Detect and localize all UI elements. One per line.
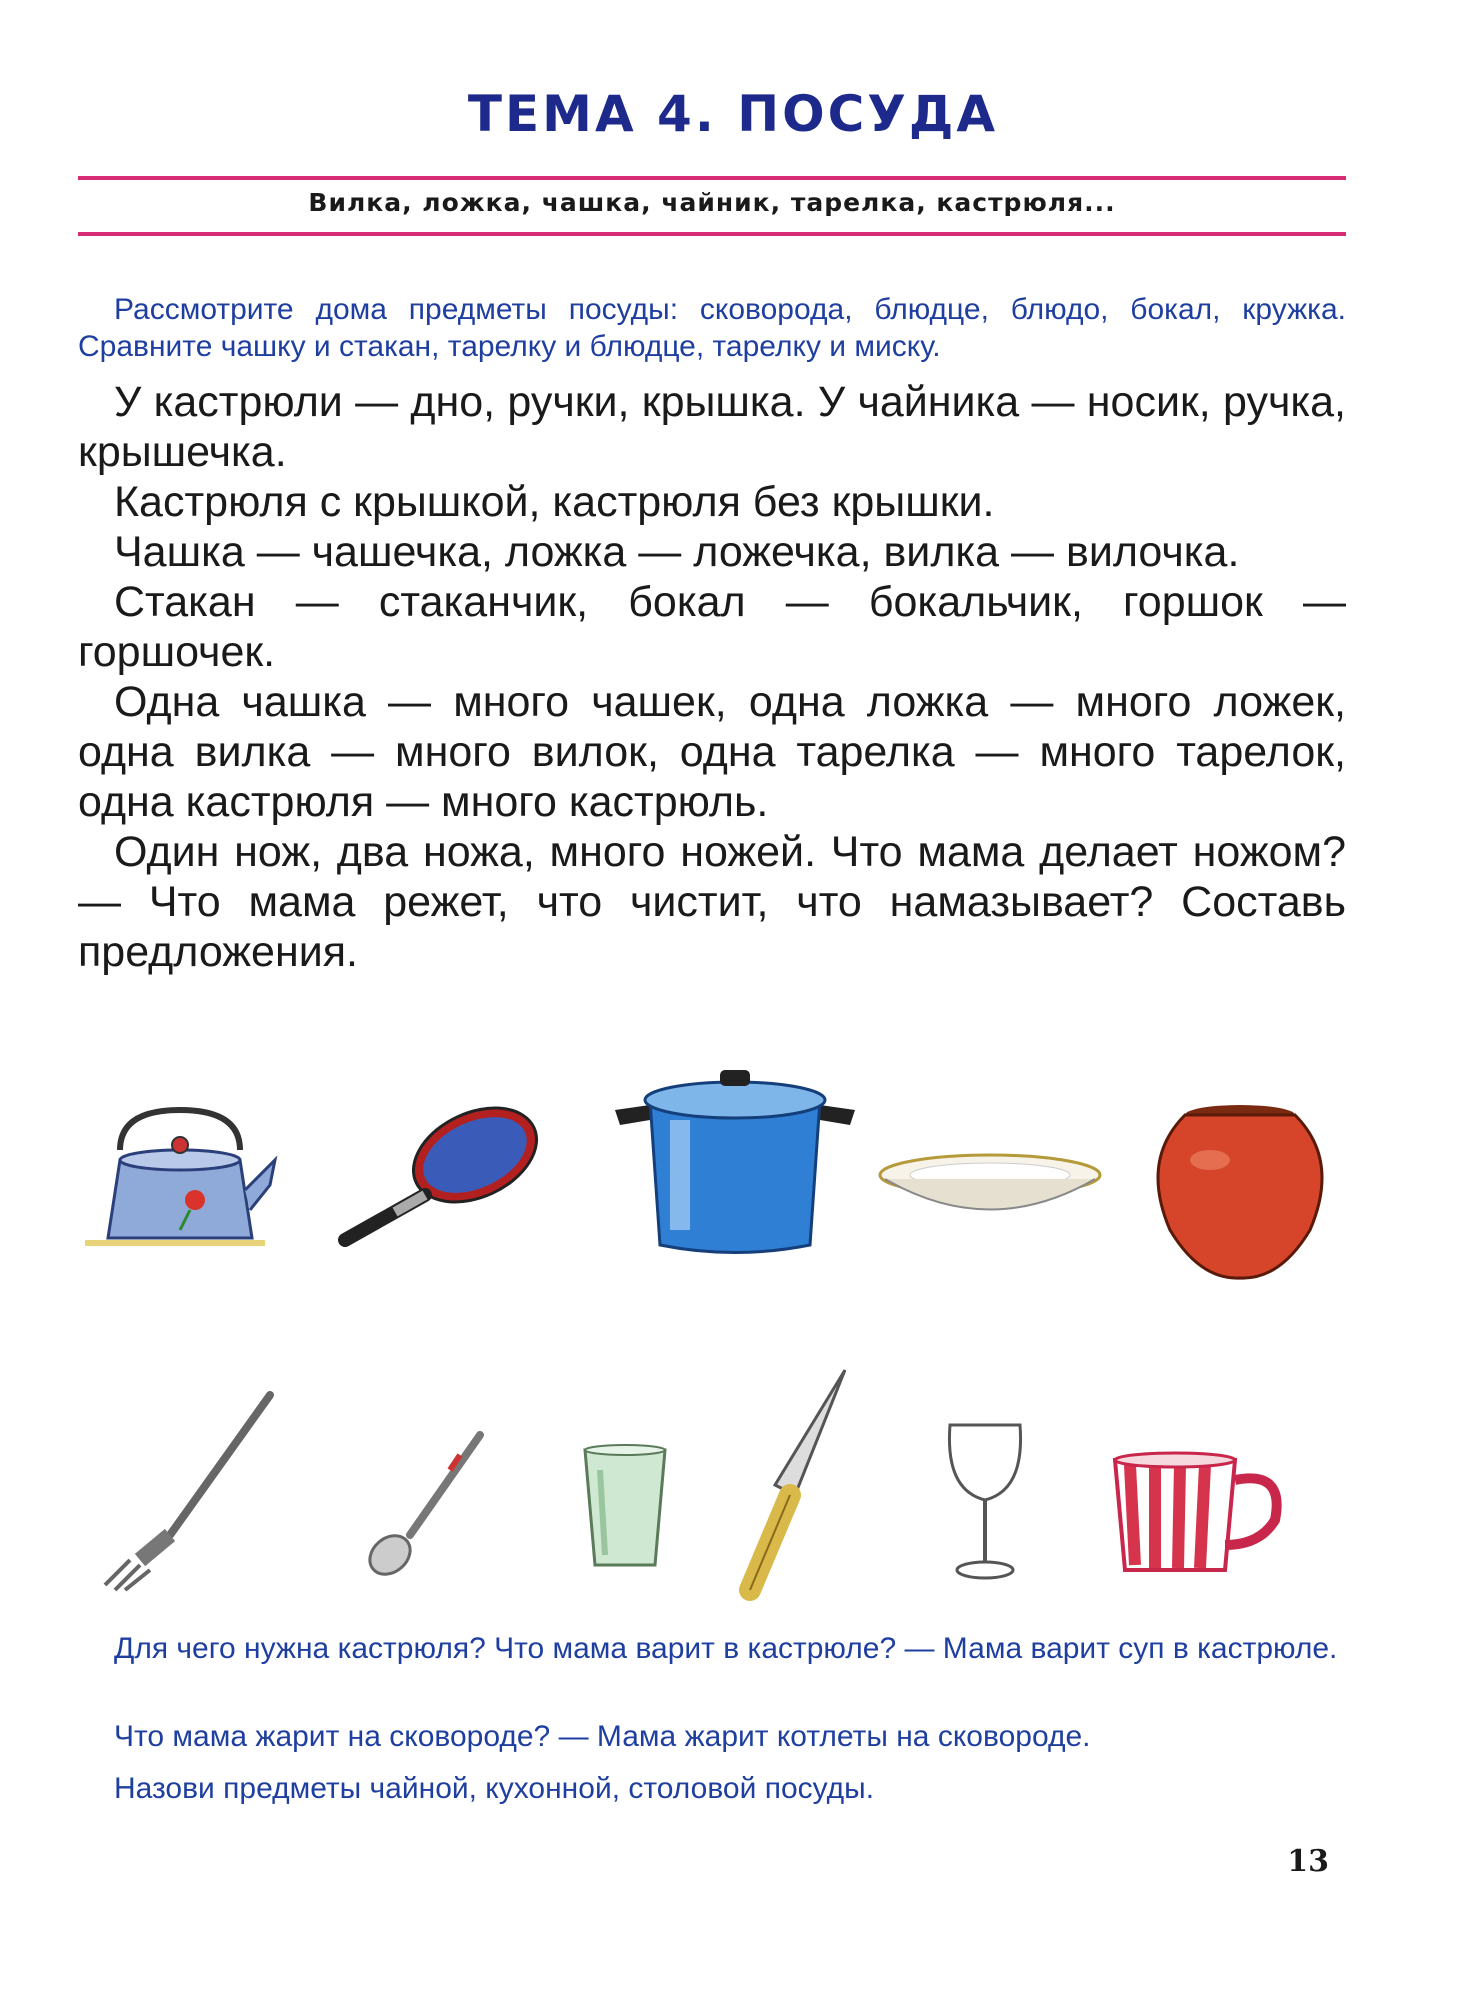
cup-icon [1110, 1450, 1290, 1575]
knife-icon [695, 1365, 855, 1600]
plate-icon [875, 1145, 1105, 1225]
bottom-divider [78, 232, 1346, 236]
glass-icon [580, 1445, 670, 1570]
paragraph: Чашка — чашечка, ложка — ложечка, вилка — вилочка. [114, 528, 1240, 576]
kettle-icon [80, 1090, 280, 1250]
paragraph: Одна чашка — много чашек, одна ложка — много ложек, одна вилка — много вилок, одна тарелка — много тарелок, одна кастрюля — много кастрюль. [78, 678, 1346, 826]
page-title: ТЕМА 4. ПОСУДА [467, 85, 999, 143]
main-text [78, 377, 1346, 977]
pot-icon [610, 1060, 860, 1260]
page-number: 13 [1287, 1844, 1329, 1879]
wine-glass-icon [940, 1420, 1030, 1585]
topic-words: Вилка, ложка, чашка, чайник, тарелка, кастрюля... [308, 188, 1116, 217]
question: Назови предметы чайной, кухонной, столовой посуды. [114, 1772, 875, 1805]
frying-pan-icon [330, 1100, 550, 1250]
clay-pot-icon [1140, 1100, 1340, 1280]
paragraph: Стакан — стаканчик, бокал — бокальчик, горшок — горшочек. [78, 578, 1346, 676]
question: Что мама жарит на сковороде? — Мама жарит котлеты на сковороде. [114, 1720, 1091, 1753]
home-task-note: Рассмотрите дома предметы посуды: сковорода, блюдце, блюдо, бокал, кружка. Сравните чашку и стакан, тарелку и блюдце, тарелку и миску. [78, 293, 1346, 363]
paragraph: Один нож, два ножа, много ножей. Что мама делает ножом? — Что мама режет, что чистит, что намазывает? Составь предложения. [78, 828, 1346, 976]
question: Для чего нужна кастрюля? Что мама варит в кастрюле? — Мама варит суп в кастрюле. [114, 1632, 1338, 1665]
paragraph: Кастрюля с крышкой, кастрюля без крышки. [114, 478, 995, 526]
fork-icon [100, 1390, 280, 1590]
top-divider [78, 176, 1346, 180]
paragraph: У кастрюли — дно, ручки, крышка. У чайника — носик, ручка, крышечка. [78, 378, 1346, 476]
spoon-icon [355, 1430, 485, 1580]
